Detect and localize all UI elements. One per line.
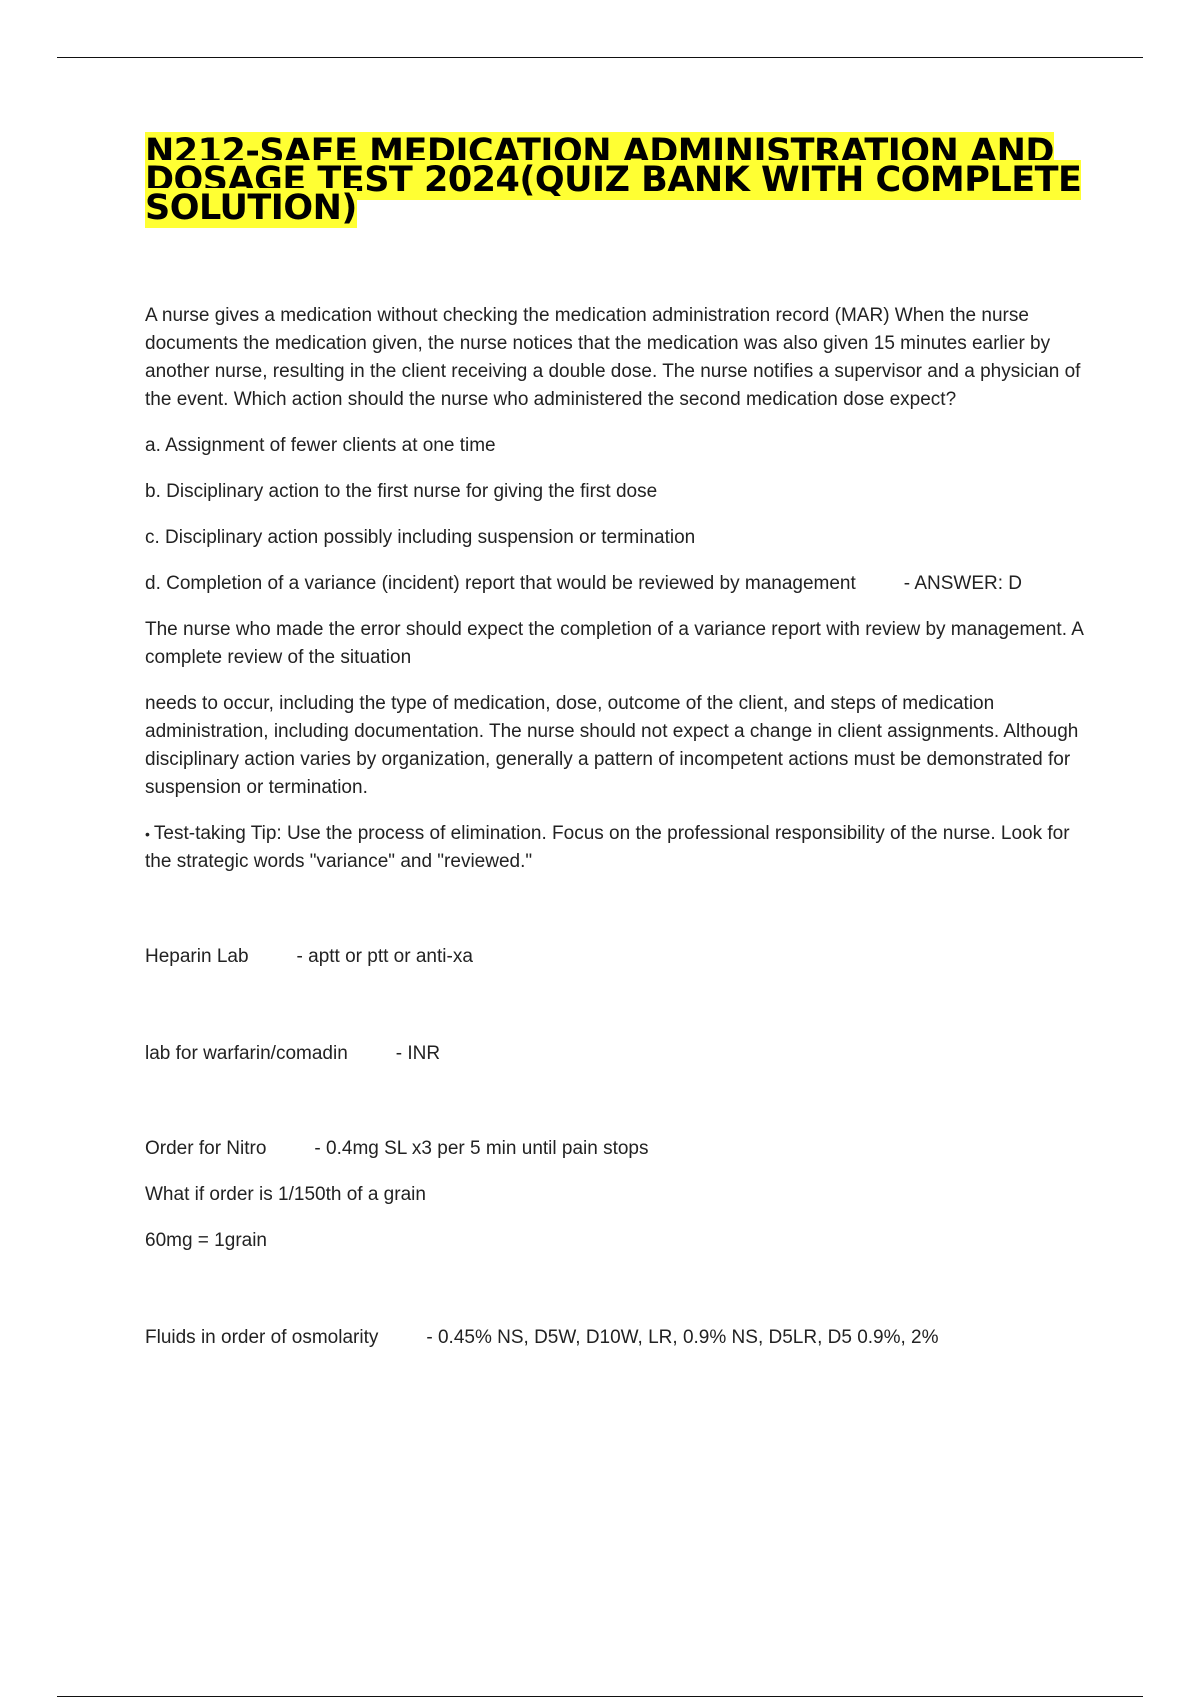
option-a: a. Assignment of fewer clients at one time <box>145 435 496 456</box>
flashcard-heparin <box>145 943 1090 971</box>
flashcard-definition: - aptt or ptt or anti-xa <box>296 946 473 967</box>
flashcard-warfarin <box>145 1040 1090 1068</box>
test-taking-tip <box>145 820 1090 876</box>
flashcard-nitro <box>145 1135 1090 1163</box>
document-title: N212-SAFE MEDICATION ADMINISTRATION AND DOSAGE TEST 2024(QUIZ BANK WITH COMPLETE SOLUTION) <box>145 132 1082 228</box>
flashcard-term: Fluids in order of osmolarity <box>145 1327 379 1348</box>
note-grain-conversion: 60mg = 1grain <box>145 1230 267 1251</box>
option-b: b. Disciplinary action to the first nurse for giving the first dose <box>145 481 658 502</box>
document-body <box>145 132 1090 1352</box>
top-rule <box>57 57 1143 58</box>
bottom-rule <box>57 1696 1143 1697</box>
option-d-text: d. Completion of a variance (incident) report that would be reviewed by management <box>145 573 856 594</box>
bullet-icon: • <box>145 826 150 842</box>
question-stem: A nurse gives a medication without checking the medication administration record (MAR) When the nurse documents the medication given, the nurse notices that the medication was also given 15 minutes earlier by another nurse, resulting in the client receiving a double dose. The nurse notifies a supervisor and a physician of the event. Which action should the nurse who administered the second medication dose expect? <box>145 305 1081 410</box>
flashcard-term: Heparin Lab <box>145 946 249 967</box>
rationale-part-1: The nurse who made the error should expect the completion of a variance report with review by management. A complete review of the situation <box>145 619 1083 668</box>
flashcard-term: lab for warfarin/comadin <box>145 1043 348 1064</box>
flashcard-definition: - 0.4mg SL x3 per 5 min until pain stops <box>314 1138 649 1159</box>
tip-text: Test-taking Tip: Use the process of elimination. Focus on the professional responsibility of the nurse. Look for the strategic words "variance" and "reviewed." <box>145 823 1070 872</box>
rationale-part-2: needs to occur, including the type of medication, dose, outcome of the client, and steps of medication administration, including documentation. The nurse should not expect a change in client assignments. Although disciplinary action varies by organization, generally a pattern of incompetent actions must be demonstrated for suspension or termination. <box>145 693 1079 798</box>
flashcard-definition: - INR <box>395 1043 441 1064</box>
answer-label: - ANSWER: D <box>903 573 1023 594</box>
flashcard-definition: - 0.45% NS, D5W, D10W, LR, 0.9% NS, D5LR, D5 0.9%, 2% <box>426 1327 939 1348</box>
option-d <box>145 570 1090 598</box>
option-c: c. Disciplinary action possibly including suspension or termination <box>145 527 696 548</box>
note-grain-order: What if order is 1/150th of a grain <box>145 1184 426 1205</box>
flashcard-fluids <box>145 1324 1090 1352</box>
flashcard-term: Order for Nitro <box>145 1138 267 1159</box>
